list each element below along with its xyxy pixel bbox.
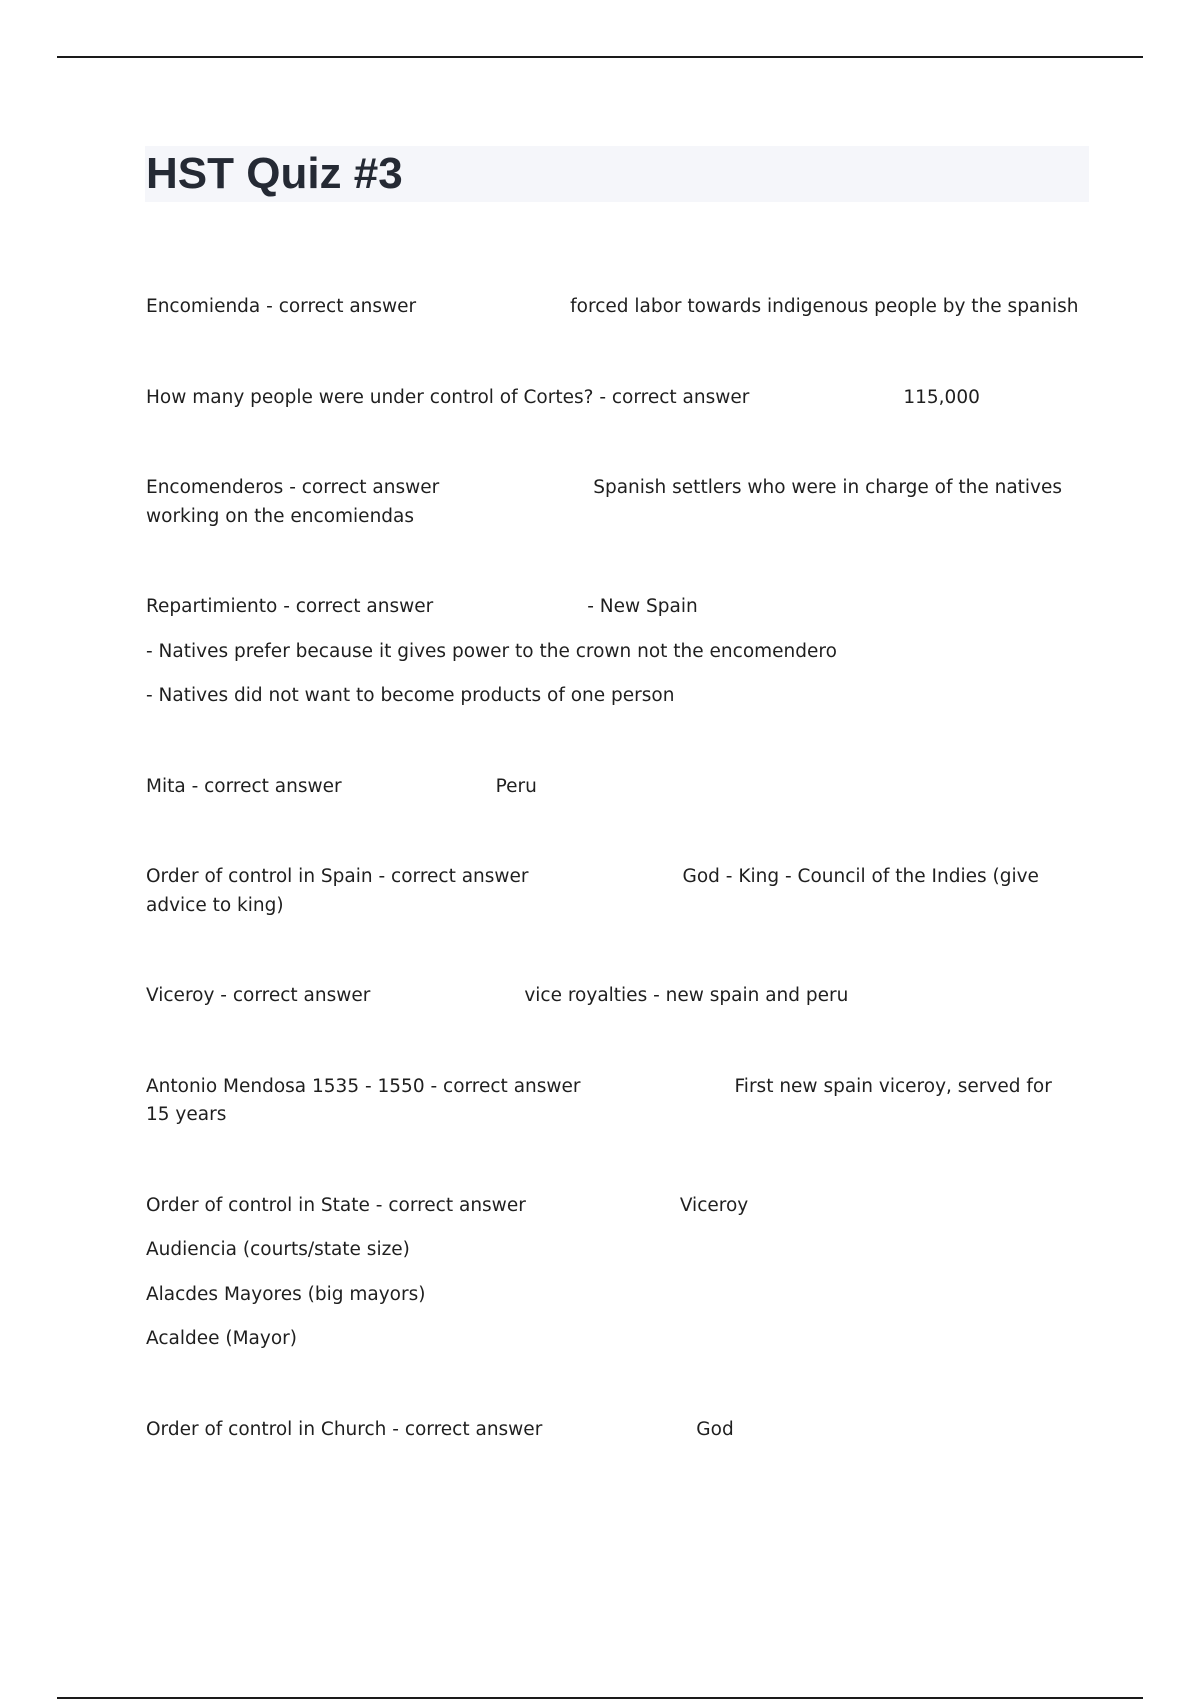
qa-order-spain xyxy=(146,863,1081,920)
qa-answer-line: - Natives prefer because it gives power to the crown not the encomendero xyxy=(146,640,837,662)
qa-line xyxy=(146,293,1081,322)
qa-order-church xyxy=(146,1416,1081,1445)
qa-line xyxy=(146,384,1081,413)
qa-line xyxy=(146,773,1081,802)
qa-term: Order of control in State - correct answer xyxy=(146,1194,526,1216)
qa-order-state xyxy=(146,1192,1081,1354)
qa-term: Repartimiento - correct answer xyxy=(146,596,434,617)
qa-answer: God xyxy=(696,1418,734,1440)
qa-term: Order of control in Church - correct answer xyxy=(146,1418,543,1440)
qa-answer-line: Audiencia (courts/state size) xyxy=(146,1239,410,1260)
qa-answer: forced labor towards indigenous people by the spanish xyxy=(570,296,1079,317)
qa-antonio-mendosa xyxy=(146,1073,1081,1130)
qa-cortes-control xyxy=(146,384,1081,413)
qa-answer: Viceroy xyxy=(679,1194,749,1216)
qa-term: How many people were under control of Cortes? - correct answer xyxy=(146,386,750,408)
qa-answer: God - King - Council of the Indies (give advice to king) xyxy=(146,866,1039,916)
qa-term: Viceroy - correct answer xyxy=(146,985,371,1006)
qa-answer: First new spain viceroy, served for 15 years xyxy=(146,1075,1052,1125)
qa-encomenderos xyxy=(146,474,1081,531)
page-title: HST Quiz #3 xyxy=(146,149,403,198)
qa-answer: Spanish settlers who were in charge of the natives working on the encomiendas xyxy=(146,477,1063,527)
qa-answer-line: Acaldee (Mayor) xyxy=(146,1328,297,1349)
qa-term: Mita - correct answer xyxy=(146,775,342,797)
qa-answer-line: Alacdes Mayores (big mayors) xyxy=(146,1283,426,1305)
qa-mita xyxy=(146,773,1081,802)
qa-answer-line: - Natives did not want to become products of one person xyxy=(146,685,675,706)
qa-line xyxy=(146,593,1081,622)
qa-line xyxy=(146,1192,1081,1221)
qa-answer: Peru xyxy=(495,775,537,797)
qa-line xyxy=(146,863,1081,920)
qa-answer: 115,000 xyxy=(903,386,980,408)
qa-answer: vice royalties - new spain and peru xyxy=(524,985,849,1006)
qa-line xyxy=(146,474,1081,531)
qa-encomienda xyxy=(146,293,1081,322)
qa-term: Encomienda - correct answer xyxy=(146,296,417,317)
top-rule xyxy=(57,56,1143,58)
qa-term: Order of control in Spain - correct answer xyxy=(146,866,529,887)
qa-line xyxy=(146,1073,1081,1130)
qa-term: Antonio Mendosa 1535 - 1550 - correct answer xyxy=(146,1075,581,1097)
qa-line xyxy=(146,982,1081,1011)
qa-answer: - New Spain xyxy=(587,596,698,617)
qa-repartimiento xyxy=(146,593,1081,711)
qa-term: Encomenderos - correct answer xyxy=(146,477,440,498)
qa-viceroy xyxy=(146,982,1081,1011)
qa-line xyxy=(146,1416,1081,1445)
bottom-rule xyxy=(57,1697,1143,1699)
quiz-content xyxy=(146,293,1081,1506)
